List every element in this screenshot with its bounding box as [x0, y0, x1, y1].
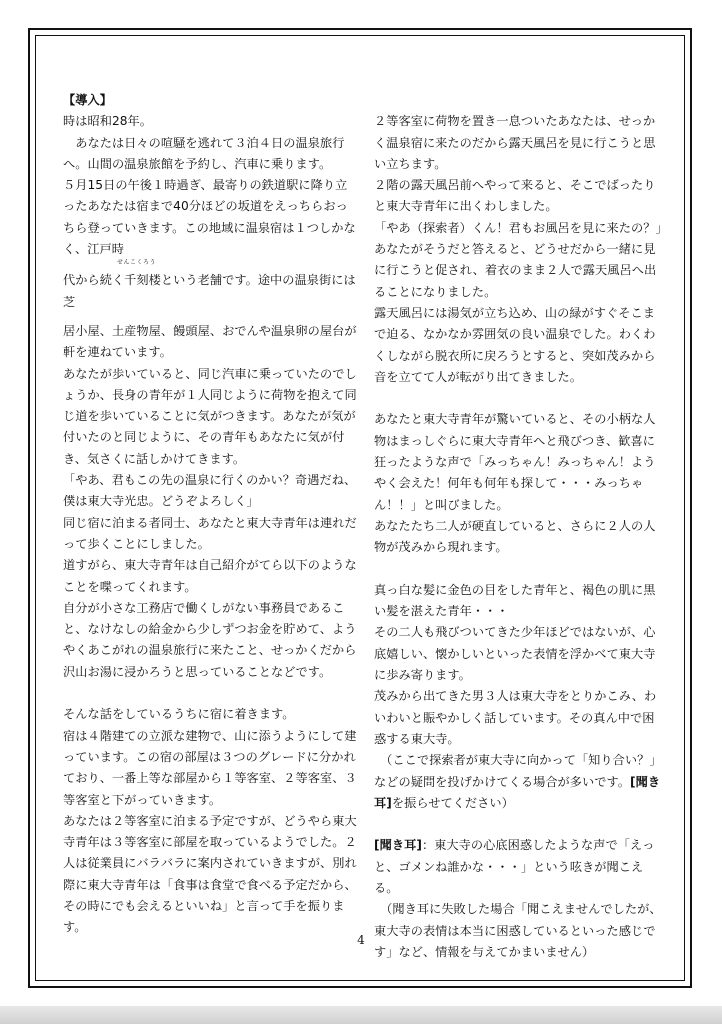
paragraph: あなたたち二人が硬直していると、さらに２人の人物が茂みから現れます。	[374, 518, 656, 555]
paragraph: あなたがそうだと答えると、どうせだから一緒に見に行こうと促され、着衣のまま２人で露天風呂へ出ることになりました。	[374, 242, 657, 299]
paragraph: 宿は４階建ての立派な建物で、山に添うようにして建っています。この宿の部屋は３つのグレードに分かれており、一番上等な部屋から１等客室、２等客室、３等客室と下がっていきます。	[63, 728, 357, 807]
gm-note-text: （ここで探索者が東大寺に向かって「知り合い？」などの疑問を投げかけてくる場合が多いです。	[374, 753, 662, 789]
paragraph: あなたと東大寺青年が驚いていると、その小柄な人物はまっしぐらに東大寺青年へと飛びつき、歓喜に狂ったような声で「みっちゃん！みっちゃん！ようやく会えた！何年も何年も探して・・・みっちゃん！！」と叫びました。	[374, 412, 656, 512]
paragraph: 自分が小さな工務店で働くしがない事務員であること、なけなしの給金から少しずつお金を貯めて、ようやくあこがれの温泉旅行に来たこと、せっかくだから沢山お湯に浸かろうと思っていることなどです。	[63, 600, 357, 679]
paragraph: その二人も飛びついてきた少年ほどではないが、心底嬉しい、懐かしいといった表情を浮かべて東大寺に歩み寄ります。	[374, 625, 656, 683]
paragraph: あなたは２等客室に泊まる予定ですが、どうやら東大寺青年は３等客室に部屋を取っているようでした。２人は従業員にバラバラに案内されていきますが、別れ際に東大寺青年は「食事は食堂で食べる予定だから、その時にでも会えるといいね」と言って手を振ります。	[63, 813, 357, 935]
paragraph: 代から続く千刻楼という老舗です。途中の温泉街には芝	[63, 273, 356, 309]
paragraph: ２等客室に荷物を置き一息ついたあなたは、せっかく温泉宿に来たのだから露天風呂を見に行こうと思い立ちます。	[374, 114, 656, 171]
paragraph: 茂みから出てきた男３人は東大寺をとりかこみ、わいわいと賑やかしく話しています。その真ん中で困惑する東大寺。	[374, 689, 657, 746]
paragraph: 真っ白な髪に金色の目をした青年と、褐色の肌に黒い髪を湛えた青年・・・	[374, 582, 656, 619]
paragraph: （聞き耳に失敗した場合「聞こえませんでしたが、東大寺の表情は本当に困惑しているといった感じです」など、情報を与えてかまいません）	[374, 902, 662, 959]
gm-note-text-tail: を振らせてください）	[391, 795, 514, 810]
paragraph: あなたが歩いていると、同じ汽車に乗っていたのでしょうか、長身の青年が１人同じように荷物を抱えて同じ道を歩いていることに気がつきます。あなたが気が付いたのと同じように、その青年もあなたに気が付き、気さくに話しかけてきます。	[63, 366, 357, 466]
ruby-paragraph	[63, 260, 359, 313]
paragraph: ５月15日の午後１時過ぎ、最寄りの鉄道駅に降り立ったあなたは宿まで40分ほどの坂道をえっちらおっちら登っていきます。この地域に温泉宿は１つしかなく、江戸時	[63, 178, 356, 257]
section-heading: 【導入】	[63, 93, 112, 107]
paragraph: 「やあ（探索者）くん！君もお風呂を見に来たの？」	[374, 220, 668, 235]
skill-result-text: ：東大寺の心底困惑したような声で「えっと、ゴメンね誰かな・・・」という呟きが聞こえる。	[374, 838, 655, 895]
skill-tag-listen: [聞き耳]	[374, 774, 661, 810]
paragraph: ２階の露天風呂前へやって来ると、そこでばったりと東大寺青年に出くわしました。	[374, 178, 656, 214]
ruby-annotation: せんこくろう	[117, 259, 157, 267]
paragraph: あなたは日々の喧騒を逃れて３泊４日の温泉旅行へ。山間の温泉旅館を予約し、汽車に乗ります。	[63, 135, 345, 171]
paragraph: そんな話をしているうちに宿に着きます。	[63, 707, 295, 722]
right-column	[374, 90, 666, 963]
paragraph: 居小屋、土産物屋、饅頭屋、おでんや温泉卵の屋台が軒を連ねています。	[63, 323, 357, 360]
paragraph: 道すがら、東大寺青年は自己紹介がてら以下のようなことを喋ってくれます。	[63, 558, 357, 594]
left-column	[63, 90, 359, 939]
paragraph: 同じ宿に泊まる者同士、あなたと東大寺青年は連れだって歩くことにしました。	[63, 515, 357, 551]
skill-result	[374, 835, 666, 899]
skill-label-listen: [聞き耳]	[374, 838, 422, 853]
page-number: 4	[357, 933, 365, 947]
paragraph: 露天風呂には湯気が立ち込め、山の緑がすぐそこまで迫る、なかなか雰囲気の良い温泉でした。わくわくしながら脱衣所に戻ろうとすると、突如茂みから音を立てて人が転がり出てきました。	[374, 305, 656, 384]
paragraph: 時は昭和28年。	[63, 114, 153, 129]
gm-note	[374, 750, 666, 814]
paragraph: 「やあ、君もこの先の温泉に行くのかい？奇遇だね、僕は東大寺光忠。どうぞよろしく」	[63, 473, 357, 509]
page-bottom-edge	[0, 1006, 722, 1024]
